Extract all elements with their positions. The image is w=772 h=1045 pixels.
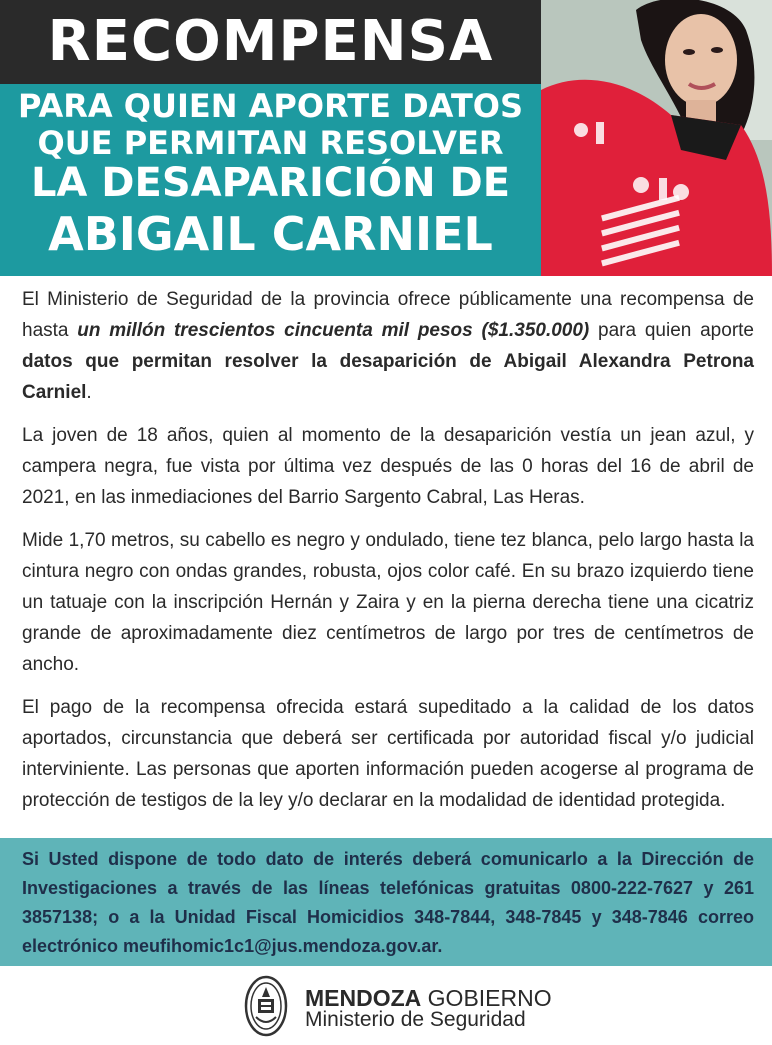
subtitle-line-3: LA DESAPARICIÓN DE [30, 160, 511, 206]
subtitle-line-2: QUE PERMITAN RESOLVER [37, 124, 504, 162]
org-name-bold: MENDOZA [305, 985, 422, 1011]
contact-info: Si Usted dispone de todo dato de interés deberá comunicarlo a la Dirección de Investigaciones a través de las líneas telefónicas gratuitas 0800-222-7627 y 261 3857138; o a la Unidad Fiscal Homicidios 348-7844, 348-7845 y 348-7846 correo electrónico meufihomic1c1@jus.mendoza.gov.ar. [22, 849, 754, 956]
subtitle-line-1: PARA QUIEN APORTE DATOS [17, 87, 524, 125]
reward-amount: un millón trescientos cincuenta mil pesos ($1.350.000) [77, 320, 590, 341]
mendoza-seal-icon [244, 975, 288, 1037]
reward-purpose: datos que permitan resolver la desaparición de Abigail Alexandra Petrona Carniel [22, 351, 754, 403]
reward-paragraph [22, 284, 754, 408]
last-seen-paragraph: La joven de 18 años, quien al momento de la desaparición vestía un jean azul, y campera negra, fue vista por última vez después de las 0 horas del 16 de abril de 2021, en las inmediaciones del Barrio Sargento Cabral, Las Heras. [22, 425, 754, 508]
org-name-rest: GOBIERNO [421, 985, 552, 1011]
payment-conditions-paragraph: El pago de la recompensa ofrecida estará supeditado a la calidad de los datos aportados, circunstancia que deberá ser certificada por autoridad fiscal y/o judicial interviniente. Las personas que aporten información pueden acogerse al programa de protección de testigos de la ley y/o declarar en la modalidad de identidad protegida. [22, 697, 754, 811]
reward-text-intro: El Ministerio de Seguridad de la provincia ofrece públicamente una recompensa de hasta [22, 289, 754, 341]
missing-person-photo [541, 0, 772, 276]
description-paragraph: Mide 1,70 metros, su cabello es negro y ondulado, tiene tez blanca, pelo largo hasta la cintura negro con ondas grandes, robusta, ojos color café. En su brazo izquierdo tiene un tatuaje con la inscripción Hernán y Zaira y en la pierna derecha tiene una cicatriz grande de aproximadamente diez centímetros de largo por tres de centímetros de ancho. [22, 530, 754, 675]
ministry-name: Ministerio de Seguridad [305, 1008, 526, 1031]
reward-text-mid: para quien aporte [589, 320, 754, 341]
reward-text-end: . [86, 382, 92, 403]
poster-body [22, 284, 754, 828]
poster-title: RECOMPENSA [47, 9, 494, 74]
missing-person-name: ABIGAIL CARNIEL [48, 207, 493, 261]
